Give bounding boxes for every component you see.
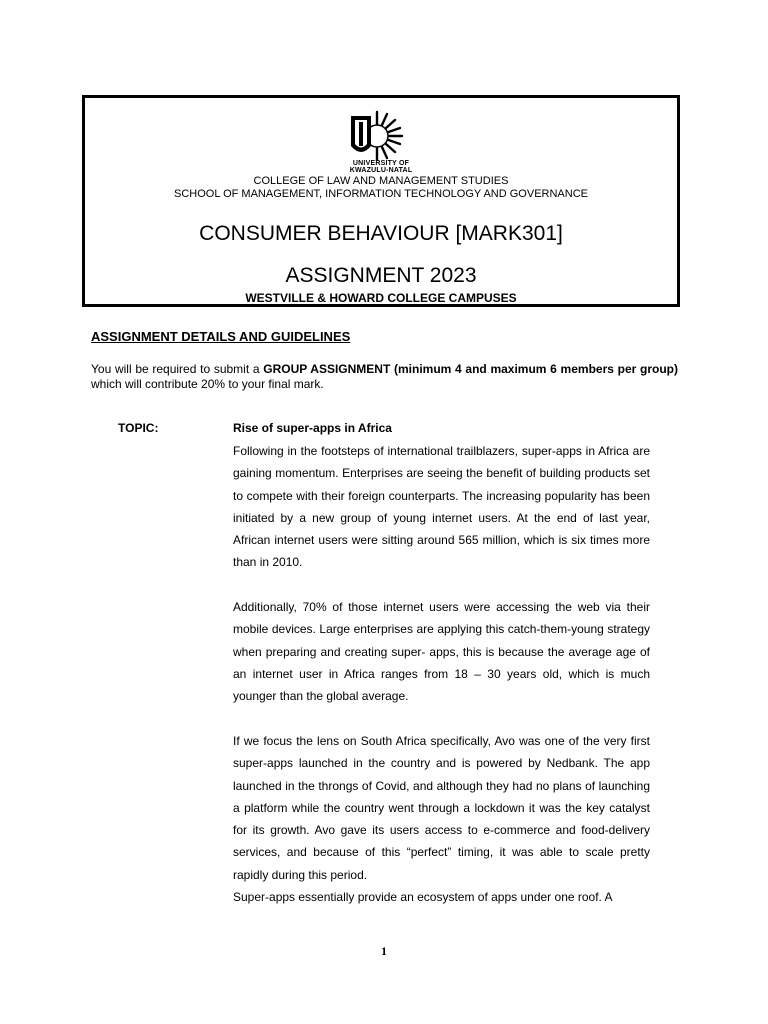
topic-paragraph-2: Additionally, 70% of those internet users were accessing the web via their mobile devices. Large enterprises are applying this catch-them-young strategy when preparing and creating super- apps, this is because the average age of an internet user in Africa ranges from 18 – 30 years old, which is much younger than the global average. — [233, 600, 650, 704]
intro-prefix: You will be required to submit a — [91, 362, 264, 376]
page-number: 1 — [381, 944, 387, 958]
assignment-title: ASSIGNMENT 2023 — [285, 264, 477, 287]
section-heading: ASSIGNMENT DETAILS AND GUIDELINES — [91, 329, 351, 344]
university-line-1: UNIVERSITY OF — [352, 160, 410, 167]
ukzn-crest-logo — [341, 106, 407, 166]
topic-title: Rise of super-apps in Africa — [233, 421, 392, 435]
campuses-line: WESTVILLE & HOWARD COLLEGE CAMPUSES — [245, 291, 517, 305]
course-title: CONSUMER BEHAVIOUR [MARK301] — [199, 222, 563, 245]
topic-paragraph-1: Following in the footsteps of international trailblazers, super-apps in Africa are gaining momentum. Enterprises are seeing the benefit of building products set to compete with their foreign counterparts. The increasing popularity has been initiated by a new group of young internet users. At the end of last year, African internet users were sitting around 565 million, which is six times more than in 2010. — [233, 444, 650, 570]
school-name: SCHOOL OF MANAGEMENT, INFORMATION TECHNOLOGY AND GOVERNANCE — [174, 188, 588, 200]
intro-suffix: which will contribute 20% to your final mark. — [91, 377, 324, 391]
title-box — [82, 95, 680, 307]
intro-paragraph — [91, 362, 678, 392]
topic-paragraph-4: Super-apps essentially provide an ecosystem of apps under one roof. A — [233, 890, 613, 904]
topic-paragraph-3: If we focus the lens on South Africa specifically, Avo was one of the very first super-apps launched in the country and is powered by Nedbank. The app launched in the throngs of Covid, and although they had no plans of launching a platform while the country went through a lockdown it was the key catalyst for its growth. Avo gave its users access to e-commerce and food-delivery services, and because of this “perfect” timing, it was able to scale pretty rapidly during this period. — [233, 734, 650, 882]
intro-bold: GROUP ASSIGNMENT (minimum 4 and maximum 6 members per group) — [263, 362, 678, 376]
college-name: COLLEGE OF LAW AND MANAGEMENT STUDIES — [253, 175, 509, 187]
university-line-2: KWAZULU-NATAL — [349, 167, 413, 174]
topic-label: TOPIC: — [118, 421, 159, 435]
